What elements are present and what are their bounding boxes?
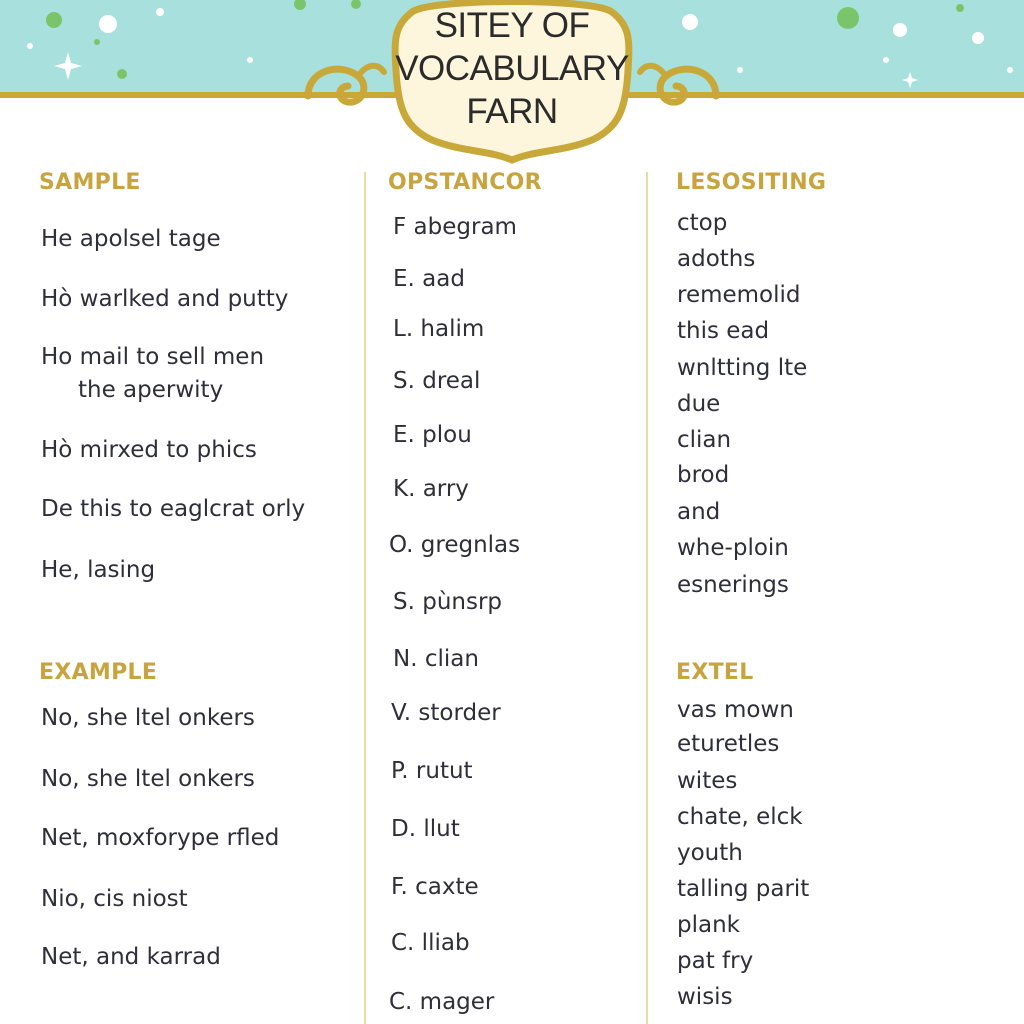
middle-line: S. pùnsrp <box>393 589 503 615</box>
right-line: clian <box>677 427 732 453</box>
right-heading-extel: EXTEL <box>676 660 754 685</box>
right-line: talling parit <box>677 876 810 902</box>
left-line: Hò warlked and putty <box>41 286 289 312</box>
left-heading-example: EXAMPLE <box>39 660 158 685</box>
column-divider-right <box>646 172 648 1024</box>
middle-line: F abegram <box>393 214 517 240</box>
middle-line: C. mager <box>389 989 495 1015</box>
middle-line: E. aad <box>393 266 465 292</box>
right-line: esnerings <box>677 572 789 598</box>
right-line: wnltting lte <box>677 355 808 381</box>
middle-line: E. plou <box>393 422 472 448</box>
right-line: chate, elck <box>677 804 803 830</box>
middle-line: L. halim <box>393 316 485 342</box>
right-line: ctop <box>677 210 728 236</box>
right-line: wites <box>677 768 738 794</box>
middle-line: K. arry <box>393 476 469 502</box>
left-line: Nio, cis niost <box>41 886 188 912</box>
title-line-2: VOCABULARY <box>395 49 629 88</box>
left-line: No, she ltel onkers <box>41 705 255 731</box>
left-line: Net, and karrad <box>41 944 221 970</box>
left-line: No, she ltel onkers <box>41 766 255 792</box>
middle-line: V. storder <box>391 700 501 726</box>
middle-line: N. clian <box>393 646 479 672</box>
left-line: Hò mirxed to phics <box>41 437 257 463</box>
left-line: He, lasing <box>41 557 156 583</box>
left-line: He apolsel tage <box>41 226 221 252</box>
right-line: youth <box>677 840 743 866</box>
right-line: rememolid <box>677 282 801 308</box>
right-line: vas mown <box>677 697 794 723</box>
right-line: pat fry <box>677 948 754 974</box>
right-line: plank <box>677 912 740 938</box>
left-line: Net, moxforype rfled <box>41 825 280 851</box>
right-line: eturetles <box>677 731 780 757</box>
right-line: brod <box>677 462 730 488</box>
page-title <box>362 4 662 133</box>
title-line-1: SITEY OF <box>434 6 590 45</box>
title-line-3: FARN <box>466 92 558 131</box>
middle-line: C. lliab <box>391 930 470 956</box>
right-line: whe-ploin <box>677 535 789 561</box>
right-line: adoths <box>677 246 756 272</box>
right-line: and <box>677 499 721 525</box>
middle-line: F. caxte <box>391 874 479 900</box>
middle-line: D. llut <box>391 816 460 842</box>
right-line: this ead <box>677 318 770 344</box>
left-heading-sample: SAMPLE <box>39 170 141 195</box>
left-line: the aperwity <box>78 377 224 403</box>
right-line: due <box>677 391 721 417</box>
middle-line: S. dreal <box>393 368 481 394</box>
right-line: wisis <box>677 984 733 1010</box>
left-line: Ho mail to sell men <box>41 344 265 370</box>
middle-line: P. rutut <box>391 758 473 784</box>
left-line: De this to eaglcrat orly <box>41 496 306 522</box>
middle-heading: OPSTANCOR <box>388 170 542 195</box>
right-heading-lesositing: LESOSITING <box>676 170 827 195</box>
column-divider-left <box>364 172 366 1024</box>
middle-line: O. gregnlas <box>389 532 521 558</box>
